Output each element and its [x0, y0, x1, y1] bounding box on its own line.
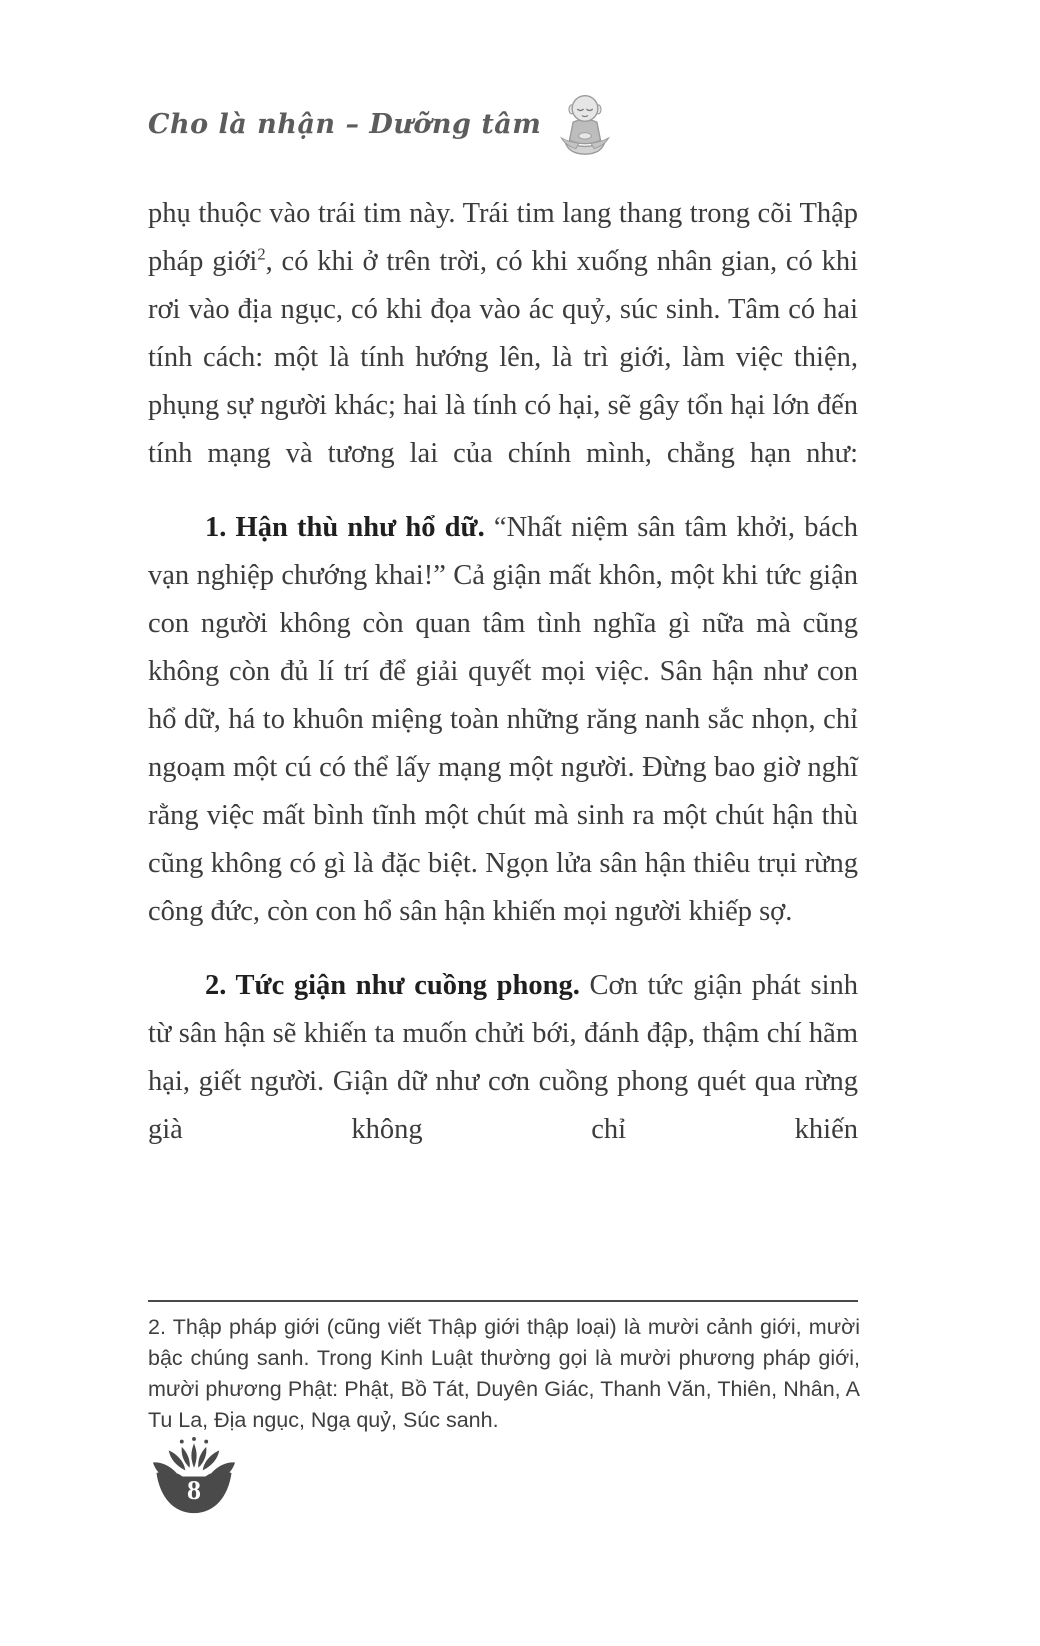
section-2-heading: 2. Tức giận như cuồng phong.	[205, 970, 580, 1001]
section-1-text: “Nhất niệm sân tâm khởi, bách vạn nghiệp chướng khai!” Cả giận mất khôn, một khi tức giận con người không còn quan tâm tình nghĩa gì nữa mà cũng không còn đủ lí trí để giải quyết mọi việc. Sân hận như con hổ dữ, há to khuôn miệng toàn những răng nanh sắc nhọn, chỉ ngoạm một cú có thể lấy mạng một người. Đừng bao giờ nghĩ rằng việc mất bình tĩnh một chút mà sinh ra một chút hận thù cũng không có gì là đặc biệt. Ngọn lửa sân hận thiêu trụi rừng công đức, còn con hổ sân hận khiến mọi người khiếp sợ.	[148, 512, 858, 927]
book-title: Cho là nhận – Dưỡng tâm	[148, 108, 542, 140]
meditating-monk-icon	[557, 92, 613, 156]
page-number-lotus	[146, 1434, 242, 1526]
paragraph-continuation	[148, 190, 858, 478]
footnote-reference: 2	[257, 244, 266, 264]
section-2-text: Cơn tức giận phát sinh từ sân hận sẽ khiến ta muốn chửi bới, đánh đập, thậm chí hãm hại, giết người. Giận dữ như cơn cuồng phong quét qua rừng già không chỉ khiến	[148, 970, 858, 1145]
page-number: 8	[187, 1475, 201, 1507]
paragraph-text: , có khi ở trên trời, có khi xuống nhân gian, có khi rơi vào địa ngục, có khi đọa vào ác quỷ, súc sinh. Tâm có hai tính cách: một là tính hướng lên, là trì giới, làm việc thiện, phụng sự người khác; hai là tính có hại, sẽ gây tổn hại lớn đến tính mạng và tương lai của chính mình, chẳng hạn như:	[148, 246, 858, 469]
section-2-paragraph	[148, 962, 858, 1154]
footnote-divider	[148, 1300, 858, 1302]
footnote-text: 2. Thập pháp giới (cũng viết Thập giới thập loại) là mười cảnh giới, mười bậc chúng sanh. Trong Kinh Luật thường gọi là mười phương pháp giới, mười phương Phật: Phật, Bồ Tát, Duyên Giác, Thanh Văn, Thiên, Nhân, A Tu La, Địa ngục, Ngạ quỷ, Súc sanh.	[148, 1315, 860, 1432]
paragraph-text: phụ thuộc vào trái tim này. Trái tim lang thang trong cõi Thập pháp giới	[148, 198, 858, 277]
section-1-heading: 1. Hận thù như hổ dữ.	[205, 512, 485, 543]
lotus-icon	[146, 1434, 242, 1526]
page-header	[148, 92, 858, 156]
section-1-paragraph	[148, 504, 858, 936]
page-body	[148, 190, 858, 1154]
